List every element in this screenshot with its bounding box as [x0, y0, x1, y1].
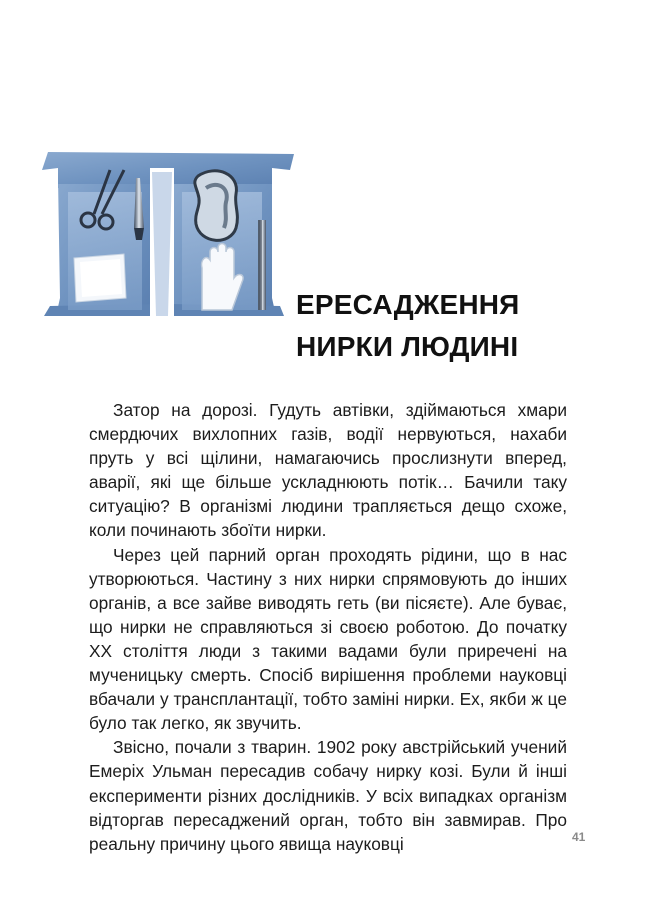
article-body: [89, 398, 567, 856]
chapter-title-line-1: ЕРЕСАДЖЕННЯ: [296, 289, 520, 320]
gauze-icon: [74, 254, 126, 302]
chapter-title-line-2: НИРКИ ЛЮДИНІ: [296, 331, 519, 362]
chapter-title: [292, 284, 582, 368]
paragraph-3: Звісно, почали з тварин. 1902 року австрійський учений Емеріх Ульман пересадив собачу нирку козі. Були й інші експерименти різних дослідників. У всіх випадках організм відторгав пересаджений орган, тобто він завмирав. Про реальну причину цього явища науковці: [89, 737, 567, 854]
page-number: 41: [572, 830, 586, 844]
paragraph-2: Через цей парний орган проходять рідини, що в нас утворюються. Частину з них нирки спрямовують до інших органів, а все зайве виводять геть (ви пісяєте). Але буває, що нирки не справляються зі своєю роботою. До початку ХХ століття люди з такими вадами були приречені на мученицьку смерть. Спосіб вирішення проблеми науковці вбачали у трансплантації, тобто заміні нирки. Ех, якби ж це було так легко, як звучить.: [89, 544, 567, 734]
dropcap-illustration: [40, 148, 300, 320]
paragraph-1: Затор на дорозі. Гудуть автівки, здіймаються хмари смердючих вихлопних газів, водії нервуються, нахаби пруть у всі щілини, намагаючись прослизнути вперед, аварії, які ще більше ускладнюють потік… Бачили таку ситуацію? В організмі людини трапляється дещо схоже, коли починають збоїти нирки.: [89, 400, 567, 541]
kidney-dish-icon: [195, 171, 238, 241]
forceps-icon: [258, 220, 266, 310]
